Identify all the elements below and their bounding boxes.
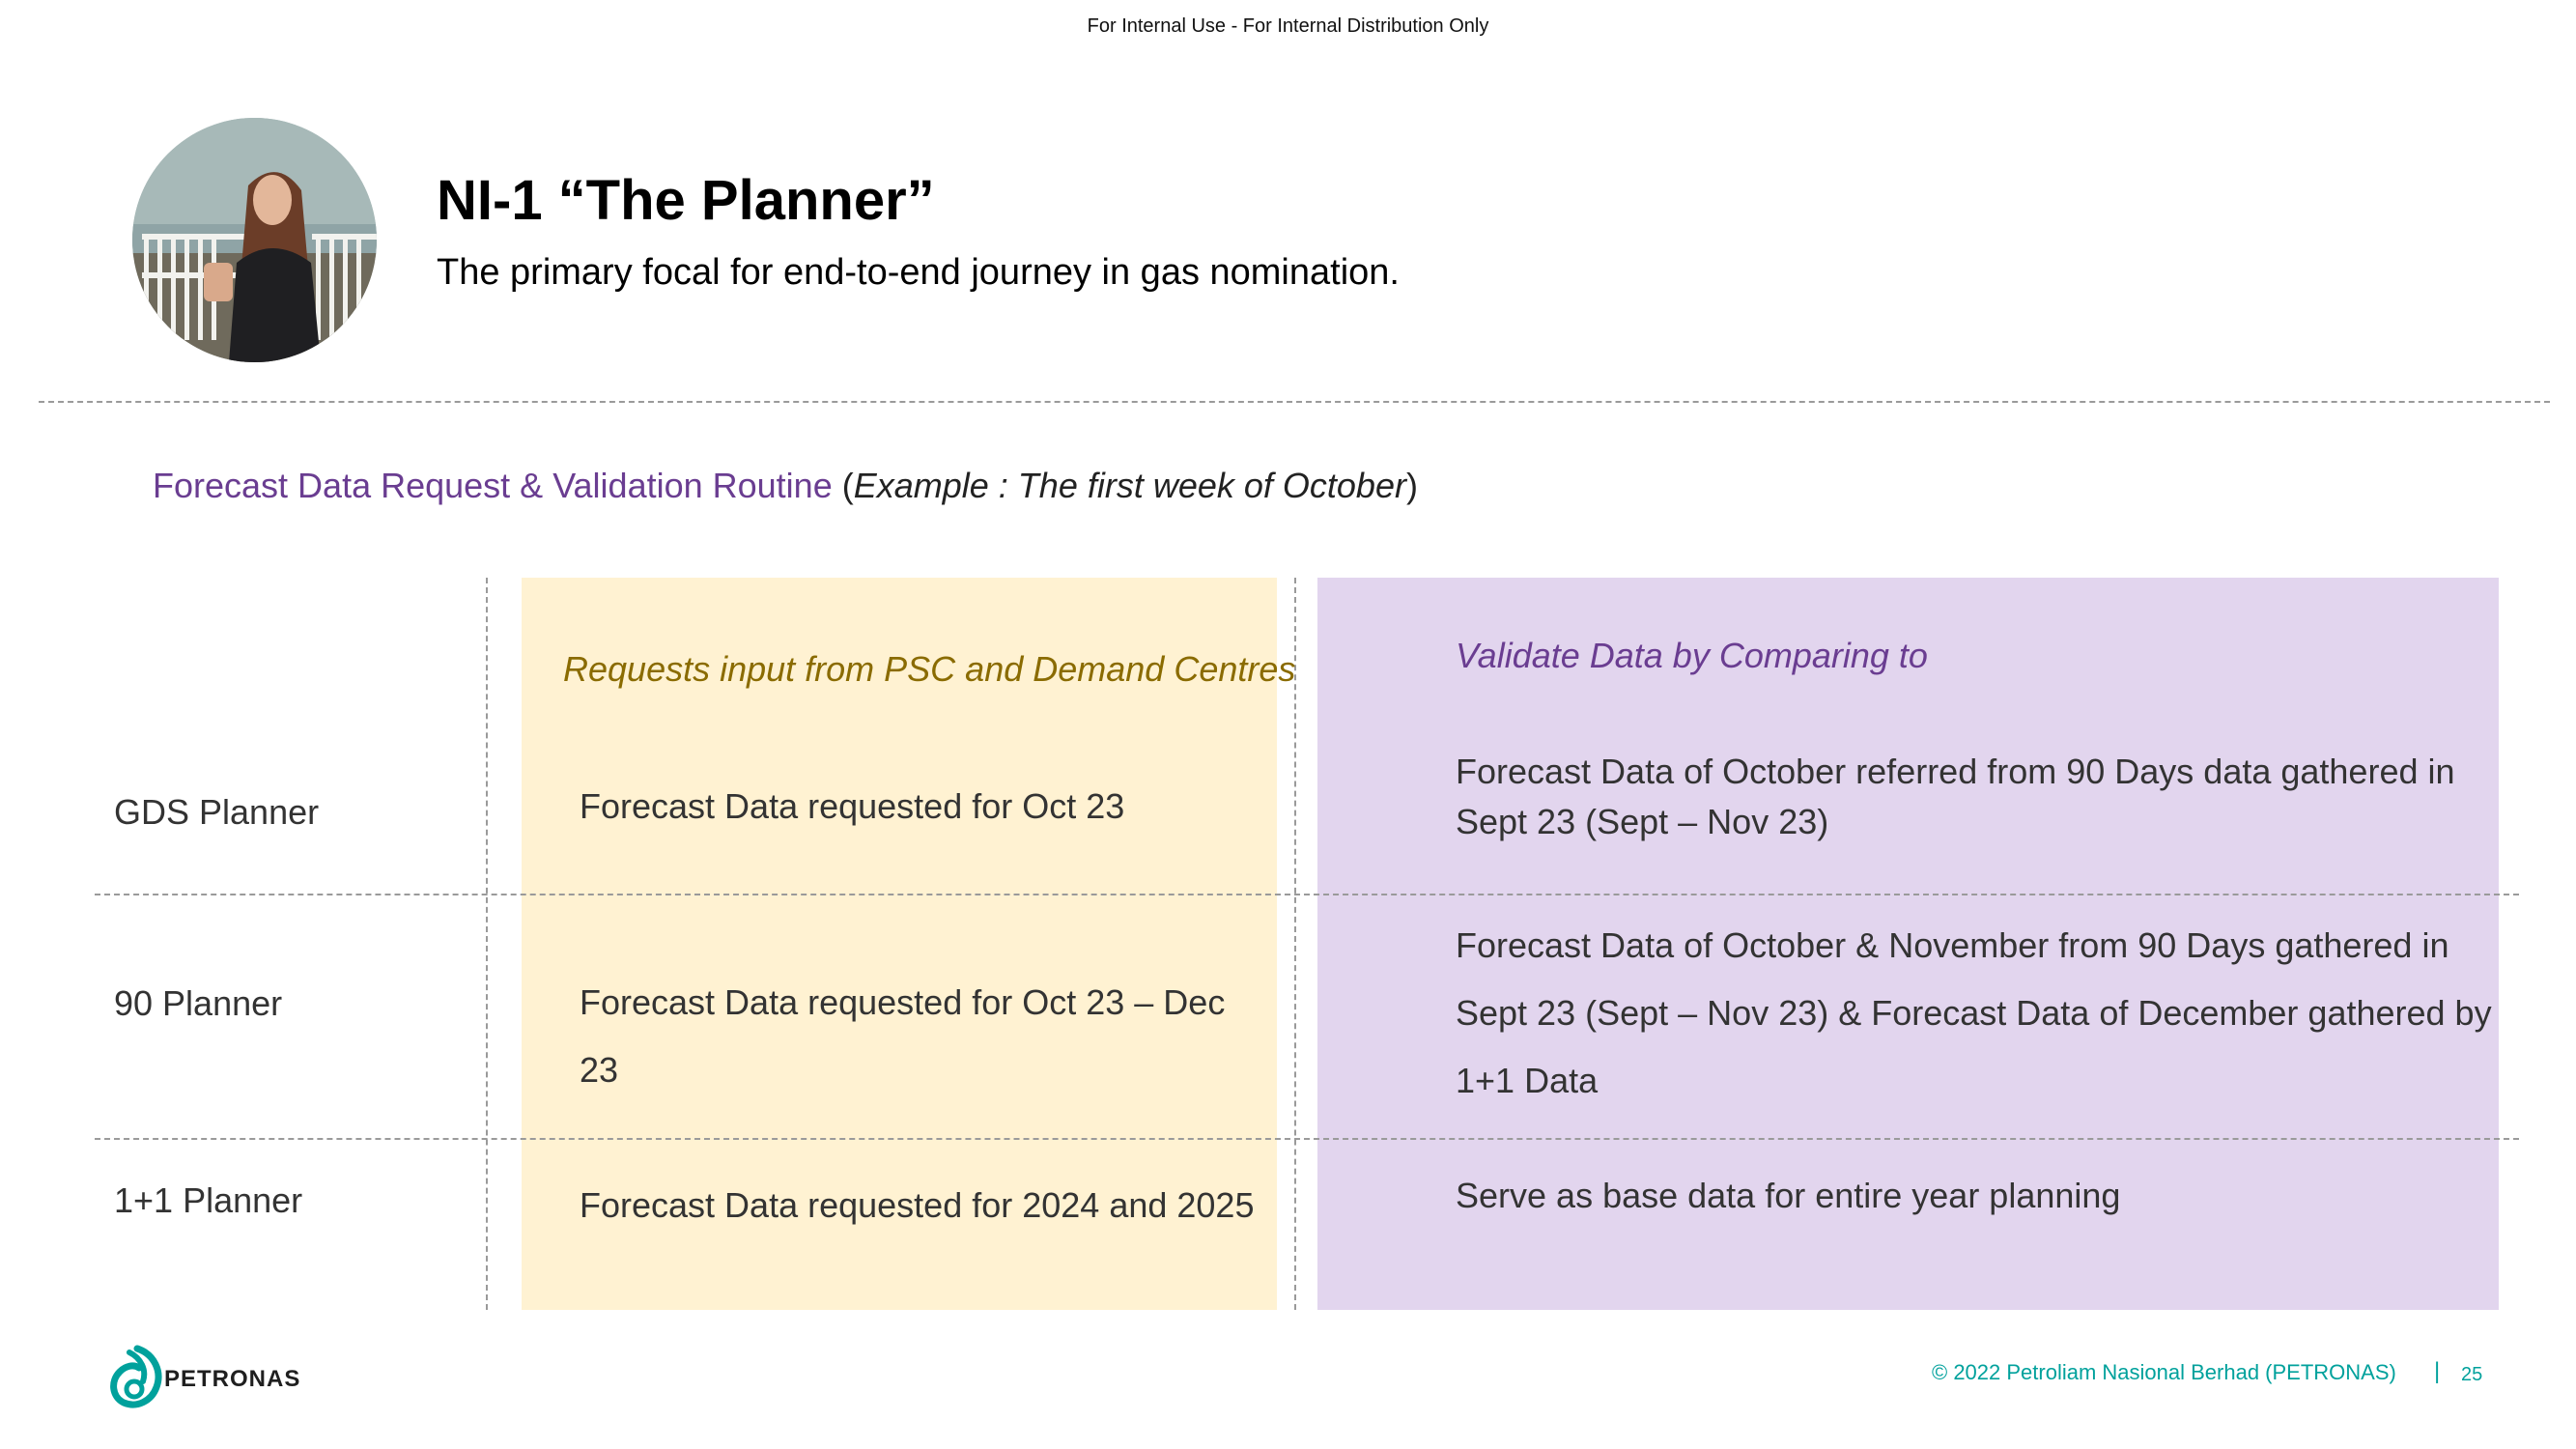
persona-photo [132, 118, 377, 362]
petronas-logo-icon [108, 1345, 166, 1412]
classification-banner: For Internal Use - For Internal Distribution Only [1087, 15, 1489, 37]
persona-title: NI-1 “The Planner” [437, 169, 935, 232]
page-number: 25 [2461, 1364, 2483, 1385]
persona-avatar [132, 118, 377, 362]
section-divider [39, 401, 2550, 403]
row-divider-2 [95, 1138, 2519, 1140]
row-request-gds: Forecast Data requested for Oct 23 [580, 786, 1125, 826]
row-validate-90: Forecast Data of October & November from 90 Days gathered in Sept 23 (Sept – Nov 23) & Forecast Data of December gathered by 1+1 Data [1456, 925, 2492, 1100]
row-role-90: 90 Planner [114, 983, 283, 1023]
row-role-1plus1: 1+1 Planner [114, 1180, 303, 1220]
routine-label: Forecast Data Request & Validation Routine [153, 466, 833, 505]
request-column-header: Requests input from PSC and Demand Centres [563, 649, 1296, 689]
row-validate-gds: Forecast Data of October referred from 90 Days data gathered in Sept 23 (Sept – Nov 23) [1456, 752, 2455, 841]
persona-subtitle: The primary focal for end-to-end journey in gas nomination. [437, 252, 1400, 293]
row-request-1plus1: Forecast Data requested for 2024 and 2025 [580, 1185, 1255, 1225]
footer-copyright: © 2022 Petroliam Nasional Berhad (PETRONAS) [1932, 1360, 2396, 1384]
row-validate-1plus1: Serve as base data for entire year planning [1456, 1176, 2121, 1215]
column-divider-left [486, 578, 488, 1310]
row-role-gds: GDS Planner [114, 792, 320, 832]
routine-close-paren: ) [1405, 466, 1418, 505]
validate-column-header: Validate Data by Comparing to [1456, 636, 1928, 675]
footer-separator: | [2434, 1358, 2441, 1384]
routine-example: Example : The first week of October [853, 466, 1406, 505]
row-request-90: Forecast Data requested for Oct 23 – Dec 23 [580, 982, 1226, 1090]
row-divider-1 [95, 894, 2519, 895]
routine-open-paren: ( [832, 466, 854, 505]
routine-heading [153, 466, 1418, 506]
footer-brand: PETRONAS [164, 1366, 301, 1392]
